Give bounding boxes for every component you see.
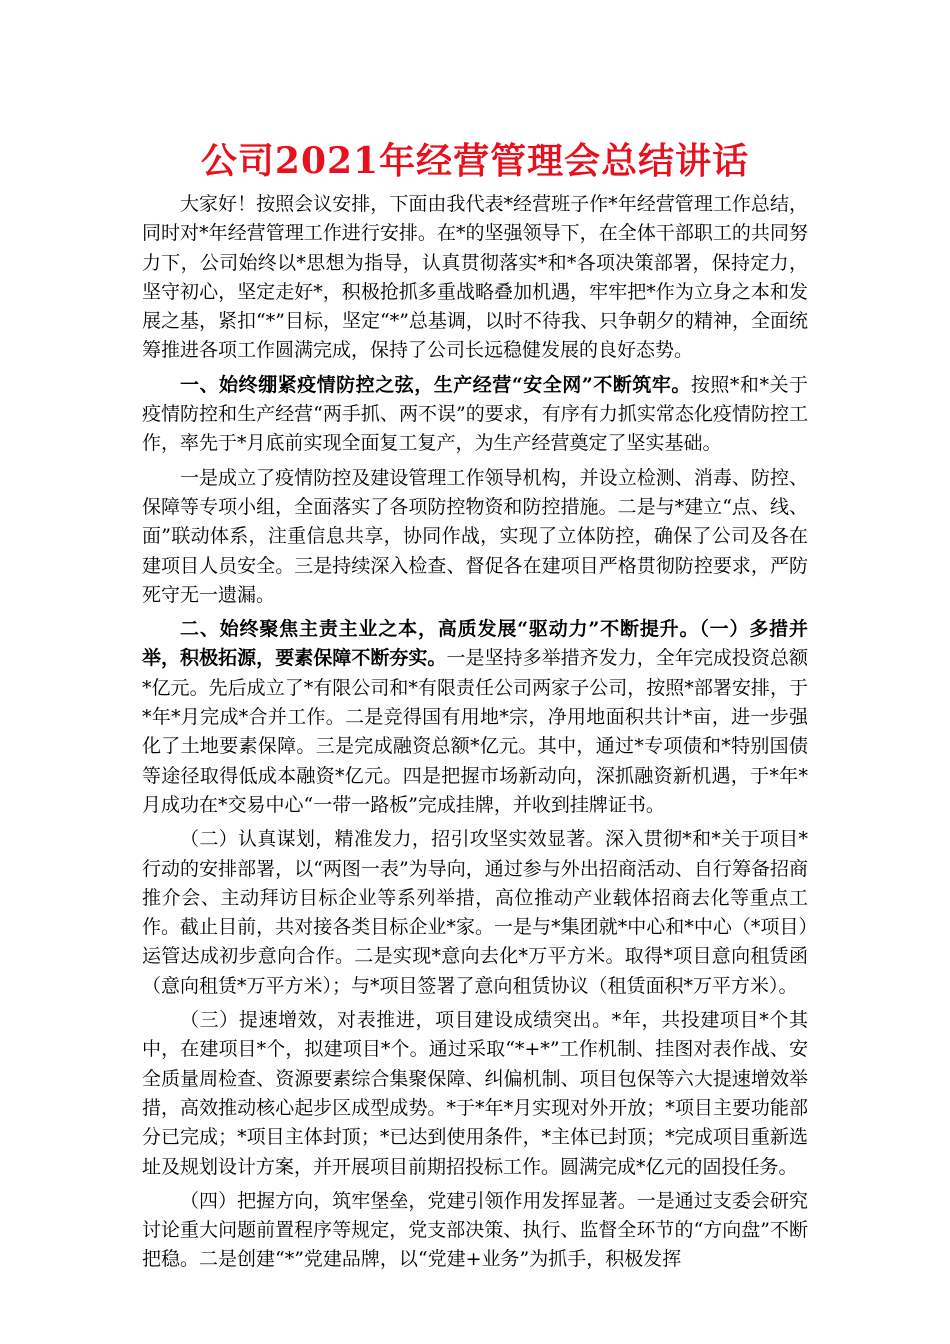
paragraph-text: （二）认真谋划，精准发力，招引攻坚实效显著。深入贯彻*和*关于项目*行动的安排部署，以“两图一表”为导向，通过参与外出招商活动、自行筹备招商推介会、主动拜访目标企业等系列举措，高位推动产业载体招商去化等重点工作。截止目前，共对接各类目标企业*家。一是与*集团就*中心和*中心（*项目）运管达成初步意向合作。二是实现*意向去化*万平方米。取得*项目意向租赁函（意向租赁*万平方米）；与*项目签署了意向租赁协议（租赁面积*万平方米）。 — [142, 828, 808, 997]
paragraph-text: （三）提速增效，对表推进，项目建设成绩突出。*年，共投建项目*个其中，在建项目*个，拟建项目*个。通过采取“*+*”工作机制、挂图对表作战、安全质量周检查、资源要素综合集聚保障、纠偏机制、项目包保等六大提速增效举措，高效推动核心起步区成型成势。*于*年*月实现对外开放；*项目主要功能部分已完成；*项目主体封顶；*已达到使用条件，*主体已封顶；*完成项目重新选址及规划设计方案，并开展项目前期招投标工作。圆满完成*亿元的固投任务。 — [142, 1009, 808, 1178]
paragraph-section-1 — [142, 371, 808, 459]
paragraph-text: （四）把握方向，筑牢堡垒，党建引领作用发挥显著。一是通过支委会研究讨论重大问题前置程序等规定，党支部决策、执行、监督全环节的“方向盘”不断把稳。二是创建“*”党建品牌，以“党建+业务”为抓手，积极发挥 — [142, 1189, 808, 1271]
paragraph-text: 按照*和*关于疫情防控和生产经营“两手抓、两不误”的要求，有序有力抓实常态化疫情防控工作，率先于*月底前实现全面复工复产，为生产经营奠定了坚实基础。 — [142, 373, 808, 455]
paragraph-subsection-4 — [142, 1187, 808, 1275]
paragraph-subsection-3 — [142, 1006, 808, 1182]
paragraph-lead: 一、始终绷紧疫情防控之弦，生产经营“安全网”不断筑牢。 — [180, 373, 691, 396]
paragraph-section-1-detail — [142, 464, 808, 610]
document-body — [142, 190, 808, 1280]
paragraph-text: 大家好！按照会议安排，下面由我代表*经营班子作*年经营管理工作总结，同时对*年经营管理工作进行安排。在*的坚强领导下，在全体干部职工的共同努力下，公司始终以*思想为指导，认真贯彻落实*和*各项决策部署，保持定力，坚守初心，坚定走好*，积极抢抓多重战略叠加机遇，牢牢把*作为立身之本和发展之基，紧扣“*”目标，坚定“*”总基调，以时不待我、只争朝夕的精神，全面统筹推进各项工作圆满完成，保持了公司长远稳健发展的良好态势。 — [142, 193, 808, 362]
paragraph-text: 一是成立了疫情防控及建设管理工作领导机构，并设立检测、消毒、防控、保障等专项小组，全面落实了各项防控物资和防控措施。二是与*建立“点、线、面”联动体系，注重信息共享，协同作战，实现了立体防控，确保了公司及各在建项目人员安全。三是持续深入检查、督促各在建项目严格贯彻防控要求，严防死守无一遗漏。 — [142, 466, 808, 606]
paragraph-text: 一是坚持多举措齐发力，全年完成投资总额*亿元。先后成立了*有限公司和*有限责任公司两家子公司，按照*部署安排，于*年*月完成*合并工作。二是竞得国有用地*宗，净用地面积共计*亩，进一步强化了土地要素保障。三是完成融资总额*亿元。其中，通过*专项债和*特别国债等途径取得低成本融资*亿元。四是把握市场新动向，深抓融资新机遇，于*年*月成功在*交易中心“一带一路板”完成挂牌，并收到挂牌证书。 — [142, 647, 808, 816]
document-title: 公司2021年经营管理会总结讲话 — [200, 140, 750, 182]
paragraph-section-2 — [142, 615, 808, 820]
paragraph-lead: 二、始终聚焦主责主业之本，高质发展“驱动力”不断提升。（一）多措并举，积极拓源，要素保障不断夯实。 — [142, 618, 808, 670]
paragraph-subsection-2 — [142, 825, 808, 1001]
paragraph-intro — [142, 190, 808, 366]
